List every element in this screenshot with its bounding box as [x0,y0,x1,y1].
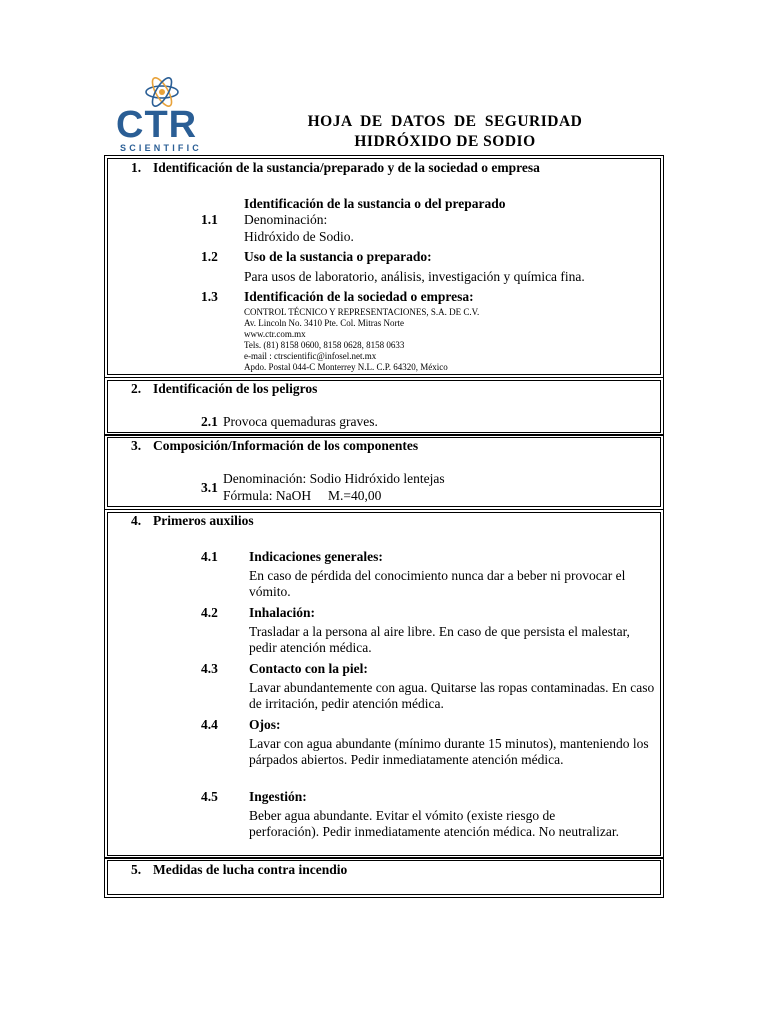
item-4-2-title: Inhalación: [249,604,316,620]
item-1-3-number: 1.3 [201,289,218,304]
section-4-heading [131,513,254,529]
logo-subtext: SCIENTIFIC [120,143,203,153]
section-5-title: Medidas de lucha contra incendio [153,862,348,877]
item-4-2-number: 4.2 [201,604,218,620]
section-2-heading [131,381,317,397]
item-3-1-denomination: Denominación: Sodio Hidróxido lentejas [223,471,445,486]
section-4-title: Primeros auxilios [153,512,254,528]
company-website: www.ctr.com.mx [244,329,306,339]
company-address: Av. Lincoln No. 3410 Pte. Col. Mitras Norte [244,318,404,328]
item-2-1-text: Provoca quemaduras graves. [223,413,378,429]
company-name: CONTROL TÉCNICO Y REPRESENTACIONES, S.A. DE C.V. [244,307,480,317]
item-4-3-title: Contacto con la piel: [249,660,368,676]
section-3-heading [131,438,418,454]
safety-data-sheet [104,155,664,898]
item-4-5-number: 4.5 [201,788,218,804]
item-4-5-title: Ingestión: [249,788,307,804]
section-3-number: 3. [131,438,142,453]
item-2-1-number: 2.1 [201,413,218,429]
section-1 [104,155,664,378]
item-3-1-formula: Fórmula: NaOH M.=40,00 [223,488,382,503]
item-3-1-number: 3.1 [201,480,218,495]
item-4-3-text: Lavar abundantemente con agua. Quitarse las ropas contaminadas. En caso de irritación, pedir atención médica. [249,679,655,711]
section-1-number: 1. [131,160,142,175]
item-1-2-value: Para usos de laboratorio, análisis, investigación y química fina. [244,269,585,284]
logo-text: CTR [116,104,198,146]
section-5 [104,857,664,898]
section-4-number: 4. [131,512,142,528]
section-3 [104,434,664,510]
item-4-1-text: En caso de pérdida del conocimiento nunca dar a beber ni provocar el vómito. [249,567,626,599]
section-4 [104,509,664,859]
section-3-title: Composición/Información de los componentes [153,438,419,453]
document-title [260,112,630,152]
item-1-1-number: 1.1 [201,212,218,227]
item-4-3-number: 4.3 [201,660,218,676]
section-2 [104,377,664,436]
item-1-1-label: Denominación: [244,212,328,227]
section-5-heading [131,862,347,878]
section-2-number: 2. [131,380,142,396]
item-4-4-text: Lavar con agua abundante (mínimo durante 15 minutos), manteniendo los párpados abiertos. Pedir inmediatamente atención médica. [249,735,649,767]
item-4-2-text: Trasladar a la persona al aire libre. En caso de que persista el malestar, pedir atención médica. [249,623,630,655]
section-2-title: Identificación de los peligros [153,380,318,396]
item-1-1-value: Hidróxido de Sodio. [244,229,354,244]
section-1-title: Identificación de la sustancia/preparado y de la sociedad o empresa [153,160,540,175]
item-4-1-title: Indicaciones generales: [249,548,383,564]
title-line-1: HOJA DE DATOS DE SEGURIDAD [307,113,583,130]
section-5-number: 5. [131,862,142,877]
item-1-3-title: Identificación de la sociedad o empresa: [244,289,474,304]
company-phones: Tels. (81) 8158 0600, 8158 0628, 8158 0633 [244,340,405,350]
title-line-2: HIDRÓXIDO DE SODIO [354,133,536,150]
item-4-4-title: Ojos: [249,716,281,732]
item-4-5-text: Beber agua abundante. Evitar el vómito (existe riesgo de perforación). Pedir inmediatamente atención médica. No neutralizar. [249,807,619,839]
substance-identification-title: Identificación de la sustancia o del preparado [244,196,506,211]
item-1-2-title: Uso de la sustancia o preparado: [244,249,432,264]
item-1-2-number: 1.2 [201,249,218,264]
company-details [244,307,479,373]
ctr-scientific-logo [112,70,222,160]
company-email: e-mail : ctrscientific@infosel.net.mx [244,351,377,361]
item-4-1-number: 4.1 [201,548,218,564]
company-postal: Apdo. Postal 044-C Monterrey N.L. C.P. 64320, México [244,362,448,372]
item-4-4-number: 4.4 [201,716,218,732]
section-1-heading [131,160,540,176]
